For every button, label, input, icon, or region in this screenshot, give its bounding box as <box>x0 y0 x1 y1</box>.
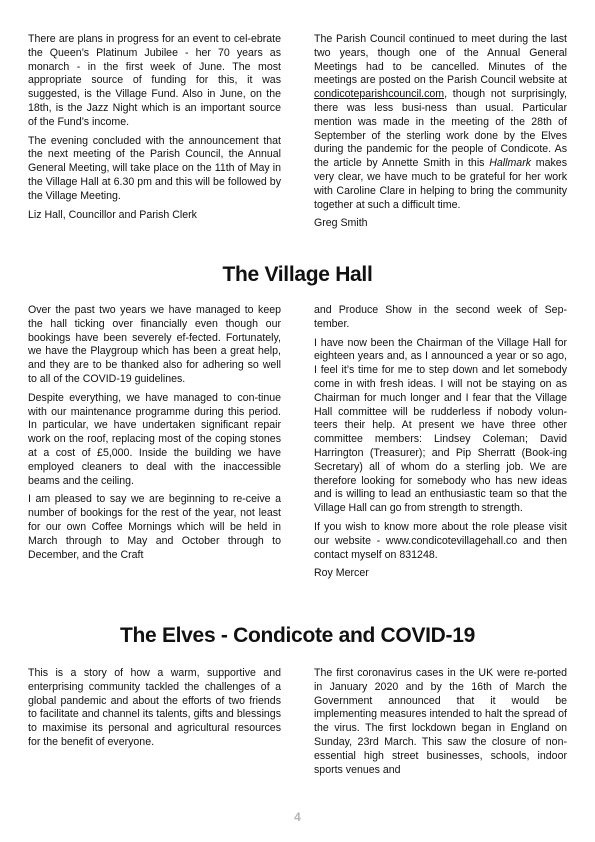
hallmark-title: Hallmark <box>489 157 532 170</box>
page-number: 4 <box>294 810 301 824</box>
jubilee-paragraph: There are plans in progress for an event to cel-ebrate the Queen’s Platinum Jubilee - her 70 years as monarch - in the first week of June. The most appropriate source of funding for this, it was suggested, is the Village Fund. Also in June, on the 18th, is the Jazz Night which is an important source of the Fund’s income. <box>28 33 281 128</box>
elves-heading: The Elves - Condicote and COVID-19 <box>119 624 476 647</box>
author-signature: Liz Hall, Councillor and Parish Clerk <box>28 208 197 221</box>
author-signature: Roy Mercer <box>314 567 369 580</box>
right-column <box>314 667 567 782</box>
right-column <box>314 33 567 236</box>
elves-intro-paragraph: This is a story of how a warm, supportive and enterprising community tackled the challenges of a global pandemic and about the efforts of two friends to facilitate and channel its talents, gifts and blessings to maximise its personal and agricultural resources for the benefit of everyone. <box>28 667 281 748</box>
village-hall-heading: The Village Hall <box>222 263 373 286</box>
village-hall-section <box>28 304 567 586</box>
left-column <box>28 667 281 782</box>
left-column <box>28 33 281 236</box>
lockdown-paragraph: The first coronavirus cases in the UK were re-ported in January 2020 and by the 16th of March the Government announced that it would be implementing measures intended to halt the spread of the virus. The first lockdown began in England on Sunday, 23rd March. This saw the closure of non-essential high street businesses, schools, indoor sports venues and <box>314 667 567 776</box>
finance-paragraph: Over the past two years we have managed to keep the hall ticking over financially even though our bookings have been severely ef-fected. Fortunately, we have the Playgroup which has been a great help, and they are to be thanked also for adhering so well to all of the COVID-19 guidelines. <box>28 304 281 385</box>
bookings-paragraph: I am pleased to say we are beginning to re-ceive a number of bookings for the rest of the year, not least for our own Coffee Mornings which will be held in March through to May and October through to December, and the Craft <box>28 493 281 561</box>
produce-show-paragraph: and Produce Show in the second week of Sep-tember. <box>314 304 567 330</box>
chairman-paragraph: I have now been the Chairman of the Village Hall for eighteen years and, as I announced a year or so ago, I feel it’s time for me to step down and let somebody come in with fresh ideas. I will not be staying on as Chairman for much longer and I fear that the Village Hall committee will be rudderless if nobody volun-teers their help. At present we have three other committee members: Lindsey Coleman; David Harrington (Treasurer); and Pip Sherratt (Book-ing Secretary) all of whom do a sterling job. We are therefore looking for somebody who has new ideas and is willing to lead an enthusiastic team so that the Village Hall can go from strength to strength. <box>314 336 567 515</box>
parish-council-link[interactable]: condicoteparishcouncil.com <box>314 88 445 101</box>
elves-section <box>28 667 567 782</box>
parish-council-section <box>28 33 567 236</box>
left-column <box>28 304 281 586</box>
parish-council-paragraph: The Parish Council continued to meet during the last two years, though one of the Annual General Meetings had to be cancelled. Minutes of the meetings are posted on the Parish Council website at condicoteparishcouncil.com, though not surprisingly, there was less busi-ness than usual. Particular mention was made in the meeting of the 28th of September of the sterling work done by the Elves during the pandemic for the people of Condicote. As the article by Annette Smith in this Hallmark makes very clear, we have much to be grateful for her work with Caroline Clare in helping to bring the community together at such a difficult time. <box>314 33 567 211</box>
maintenance-paragraph: Despite everything, we have managed to con-tinue with our maintenance programme during this period. In particular, we have undertaken significant repair work on the roof, replacing most of the coping stones at a cost of £5,000. Inside the building we have employed cleaners to deal with the inaccessible beams and the ceiling. <box>28 391 281 487</box>
meeting-paragraph: The evening concluded with the announcement that the next meeting of the Parish Council, the Annual General Meeting, will take place on the 11th of May in the Village Hall at 6.30 pm and this will be followed by the Village Meeting. <box>28 134 281 202</box>
contact-paragraph: If you wish to know more about the role please visit our website - www.condicotevillagehall.co and then contact myself on 831248. <box>314 520 567 561</box>
right-column <box>314 304 567 586</box>
author-signature: Greg Smith <box>314 217 368 230</box>
